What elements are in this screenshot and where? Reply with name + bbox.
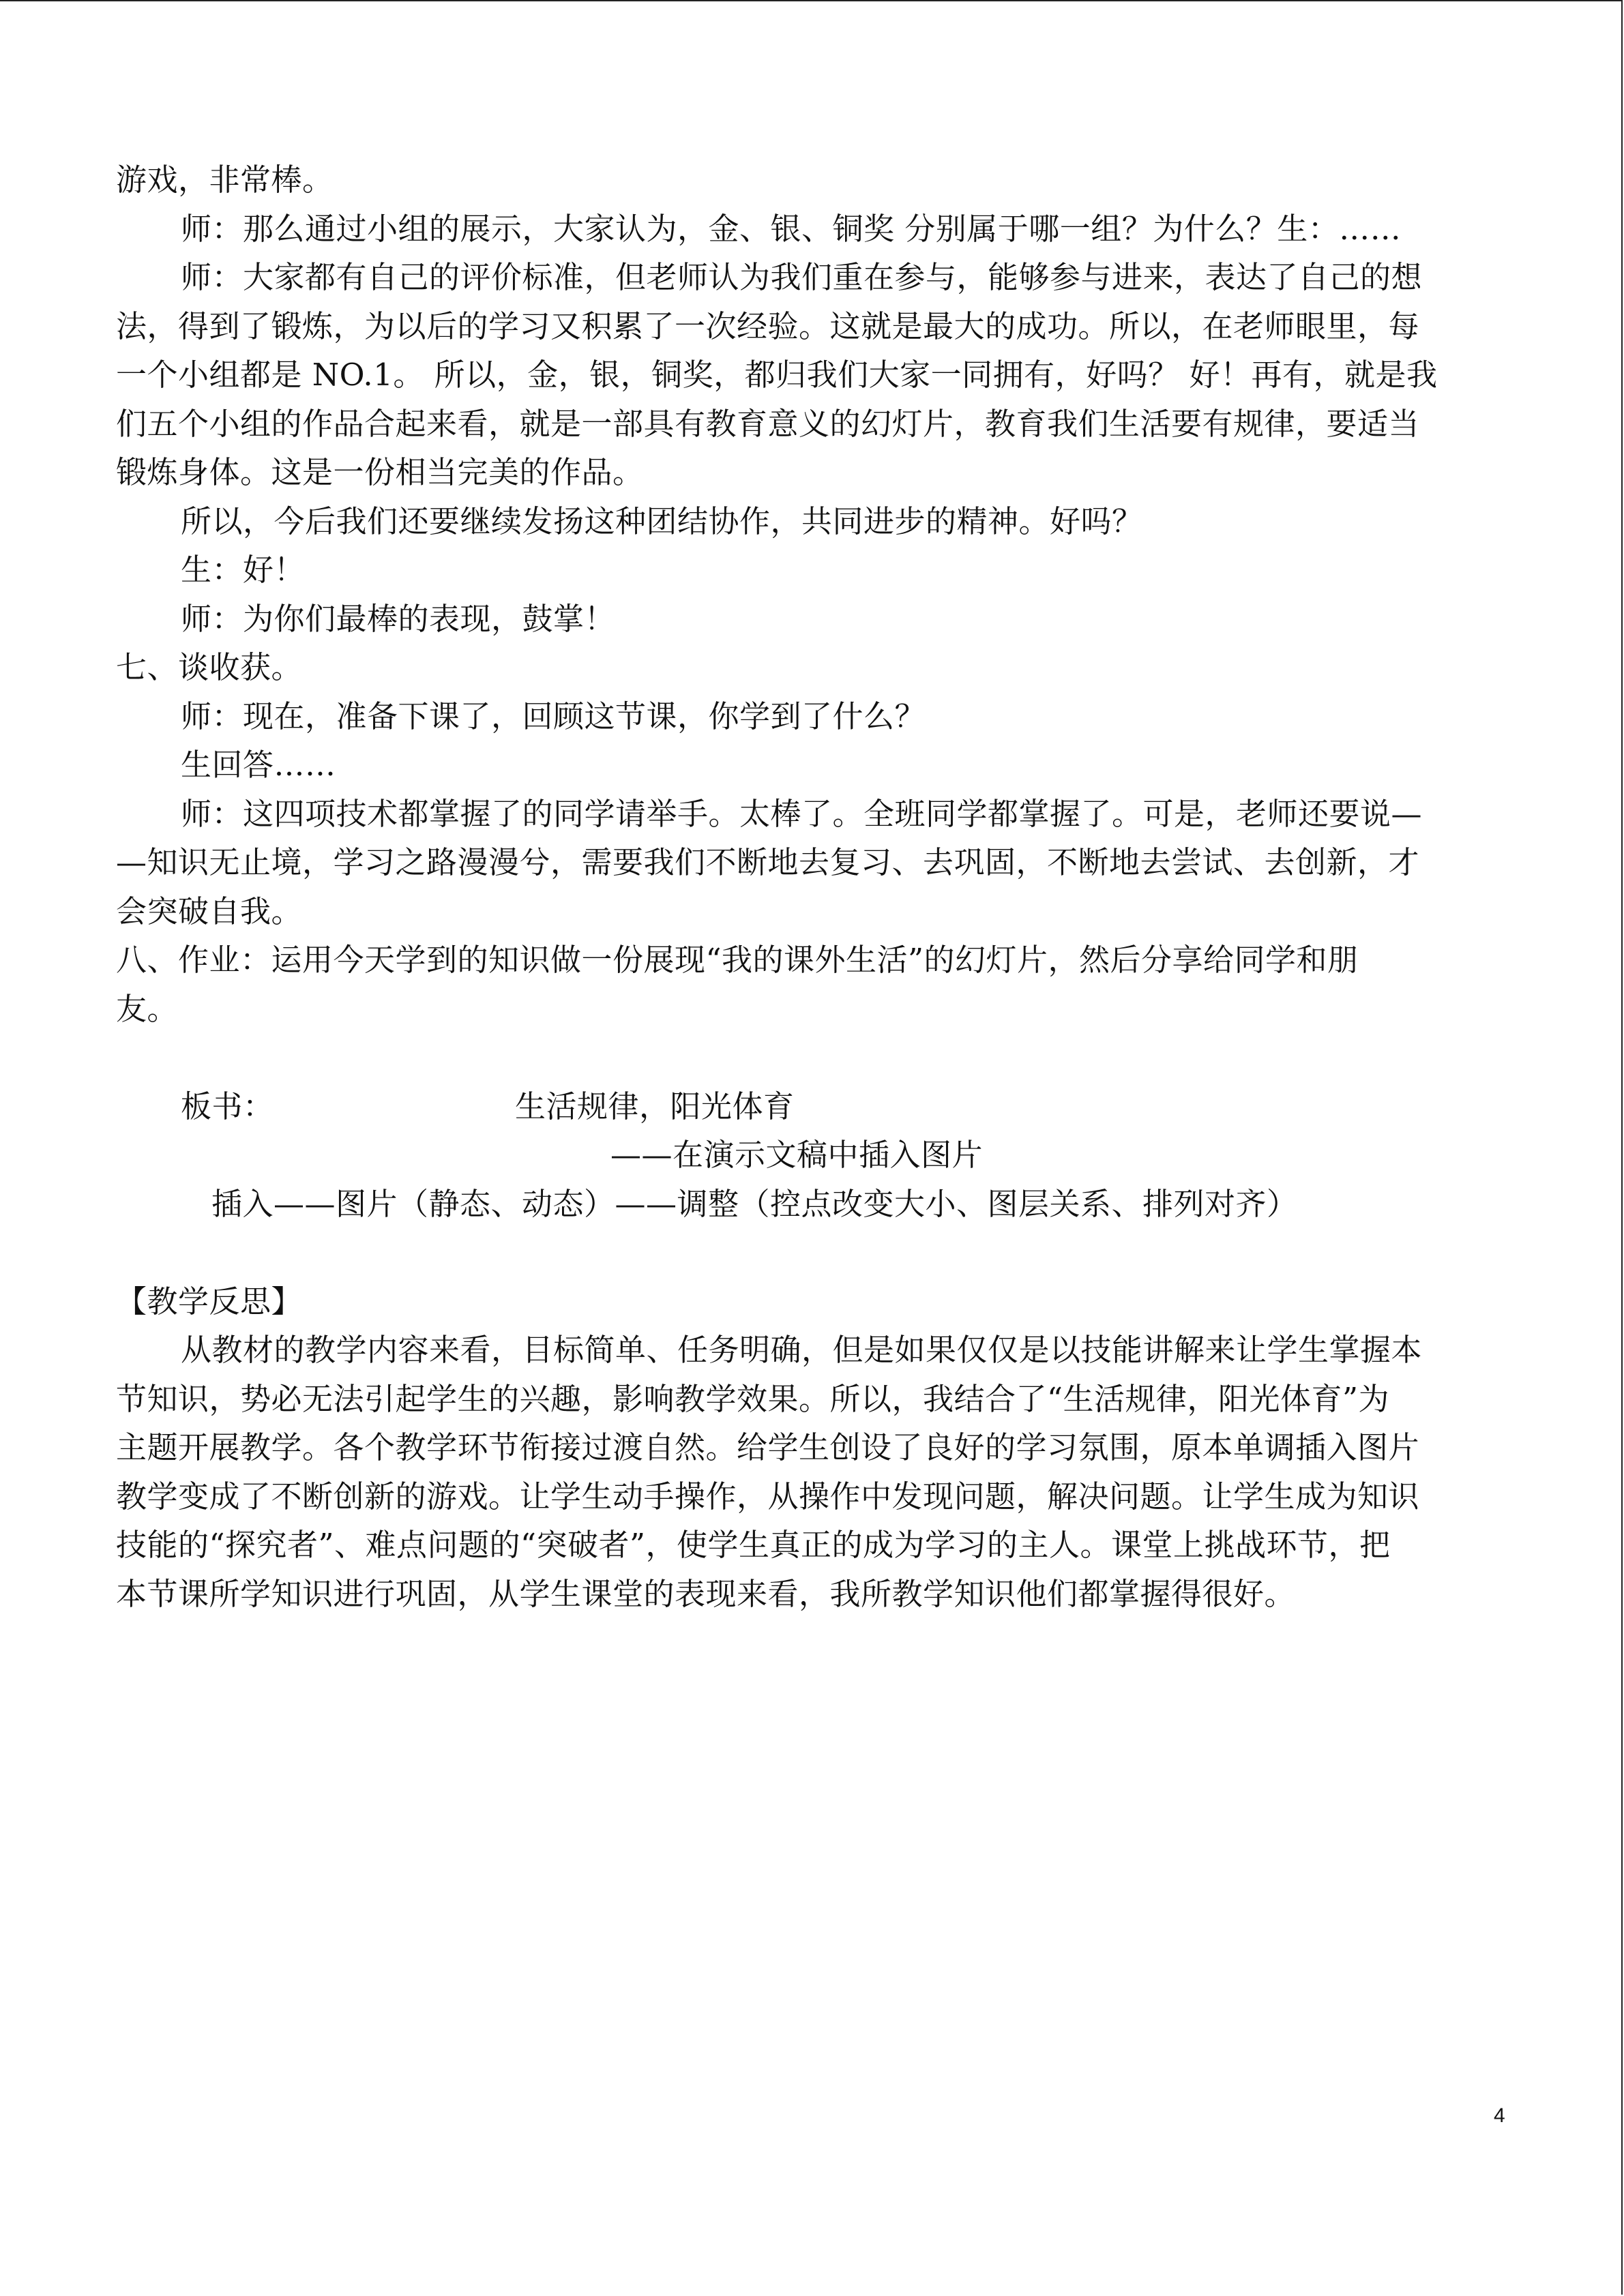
text-line: 们五个小组的作品合起来看，就是一部具有教育意义的幻灯片，教育我们生活要有规律，要适当 — [116, 405, 1420, 442]
text-line: 所以，今后我们还要继续发扬这种团结协作，共同进步的精神。好吗？ — [181, 503, 1143, 539]
text-line: —知识无止境，学习之路漫漫兮，需要我们不断地去复习、去巩固，不断地去尝试、去创新，才 — [116, 844, 1420, 880]
reflection-line: 主题开展教学。各个教学环节衔接过渡自然。给学生创设了良好的学习氛围，原本单调插入图片 — [116, 1429, 1420, 1465]
text-line: 生回答…… — [181, 747, 336, 783]
reflection-line: 从教材的教学内容来看，目标简单、任务明确，但是如果仅仅是以技能讲解来让学生掌握本 — [181, 1332, 1423, 1368]
reflection-line: 教学变成了不断创新的游戏。让学生动手操作，从操作中发现问题，解决问题。让学生成为知识 — [116, 1478, 1420, 1515]
reflection-heading: 【教学反思】 — [116, 1283, 303, 1320]
board-title: 生活规律，阳光体育 — [515, 1088, 795, 1124]
reflection-line: 本节课所学知识进行巩固，从学生课堂的表现来看，我所教学知识他们都掌握得很好。 — [116, 1575, 1296, 1612]
text-line: 会突破自我。 — [116, 893, 303, 929]
reflection-line: 节知识，势必无法引起学生的兴趣，影响教学效果。所以，我结合了“生活规律，阳光体育”为 — [116, 1380, 1390, 1417]
text-line: 友。 — [116, 990, 179, 1027]
text-line: 师：现在，准备下课了，回顾这节课，你学到了什么？ — [181, 698, 926, 734]
page-number: 4 — [1494, 2104, 1505, 2127]
text-line: 法，得到了锻炼，为以后的学习又积累了一次经验。这就是最大的成功。所以，在老师眼里，每 — [116, 308, 1420, 344]
section-heading: 八、作业：运用今天学到的知识做一份展现“我的课外生活”的幻灯片，然后分享给同学和朋 — [116, 942, 1359, 978]
text-line: 游戏，非常棒。 — [116, 162, 334, 198]
board-flow: 插入——图片（静态、动态）——调整（控点改变大小、图层关系、排列对齐） — [211, 1185, 1298, 1222]
text-line: 师：为你们最棒的表现，鼓掌！ — [181, 600, 616, 637]
text-line: 锻炼身体。这是一份相当完美的作品。 — [116, 454, 644, 490]
blank-line — [116, 1228, 1514, 1277]
text-line: 师：那么通过小组的展示，大家认为，金、银、铜奖 分别属于哪一组？为什么？生：…… — [181, 210, 1402, 247]
text-line: 师：这四项技术都掌握了的同学请举手。太棒了。全班同学都掌握了。可是，老师还要说— — [181, 795, 1423, 832]
reflection-line: 技能的“探究者”、难点问题的“突破者”，使学生真正的成为学习的主人。课堂上挑战环节，把 — [116, 1527, 1391, 1563]
section-heading: 七、谈收获。 — [116, 649, 303, 685]
board-label: 板书： — [181, 1088, 274, 1124]
text-line: 生：好！ — [181, 552, 306, 588]
document-body — [116, 155, 1514, 1618]
board-subtitle: ——在演示文稿中插入图片 — [610, 1137, 984, 1173]
text-line: 一个小组都是 NO.1。 所以，金，银，铜奖，都归我们大家一同拥有，好吗？ 好！再有，就是我 — [116, 357, 1438, 393]
board-title-row — [116, 1082, 1514, 1131]
text-line: 师：大家都有自己的评价标准，但老师认为我们重在参与，能够参与进来，表达了自己的想 — [181, 259, 1423, 295]
blank-line — [116, 1033, 1514, 1082]
